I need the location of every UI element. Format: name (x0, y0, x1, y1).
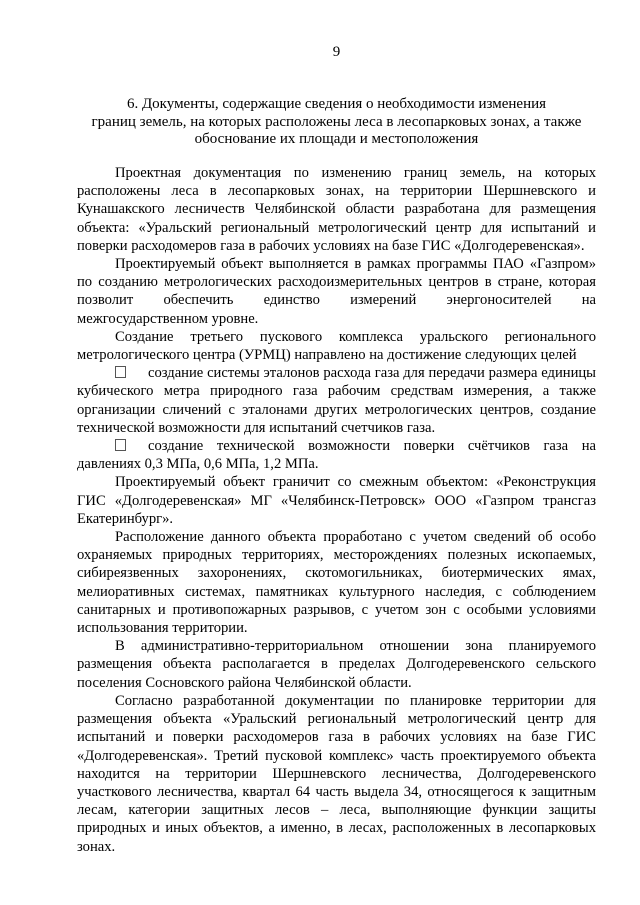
paragraph-gazprom-program: Проектируемый объект выполняется в рамках программы ПАО «Газпром» по созданию метрологических расходоизмерительных центров в стране, которая позволит обеспечить единство измерений энергоносителей на межгосударственном уровне. (77, 256, 596, 327)
section-heading-line-1: 6. Документы, содержащие сведения о необходимости изменения (126, 96, 547, 112)
paragraph-goals-intro: Создание третьего пускового комплекса уральского регионального метрологического центра (УРМЦ) направлено на достижение следующих целей (77, 328, 596, 364)
section-heading-line-3: обоснование их площади и местоположения (194, 131, 479, 147)
body-text (77, 164, 596, 856)
bullet-icon (115, 439, 126, 451)
bullet-item-standards (77, 364, 596, 437)
bullet-item-verification-text: создание технической возможности поверки счётчиков газа на давлениях 0,3 МПа, 0,6 МПа, 1,2 МПа. (77, 438, 596, 473)
paragraph-project-documentation: Проектная документация по изменению границ земель, на которых расположены леса в лесопарковых зонах, на территории Шершневского и Кунашакского лесничеств Челябинской области разработана для размещения объекта: «Уральский региональный метрологический центр для испытаний и поверки расходомеров газа в рабочих условиях на базе ГИС «Долгодеревенская». (77, 165, 596, 254)
paragraph-adjacent-object: Проектируемый объект граничит со смежным объектом: «Реконструкция ГИС «Долгодеревенская» МГ «Челябинск-Петровск» ООО «Газпром трансгаз Екатеринбург». (77, 474, 596, 527)
bullet-item-verification (77, 437, 596, 473)
page-number: 9 (332, 44, 341, 60)
paragraph-planning-documentation: Согласно разработанной документации по планировке территории для размещения объекта «Уральский региональный метрологический центр для испытаний и поверки расходомеров газа в рабочих условиях на базе ГИС «Долгодеревенская». Третий пусковой комплекс» часть проектируемого объекта находится на территории Шершневского лесничества, Долгодеревенского участкового лесничества, квартал 64 часть выдела 34, относящегося к защитным лесам, категории защитных лесов – леса, выполняющие функции защиты природных и иных объектов, а именно, в лесах, расположенных в лесопарковых зонах. (77, 692, 596, 855)
section-heading-line-2: границ земель, на которых расположены леса в лесопарковых зонах, а также (91, 113, 582, 130)
paragraph-location-considerations: Расположение данного объекта проработано с учетом сведений об особо охраняемых природных территориях, месторождениях полезных ископаемых, сибиреязвенных захоронениях, скотомогильниках, биотермических ямах, мелиоративных системах, памятниках культурного наследия, с соблюдением санитарных и противопожарных разрывов, с учетом зон с особыми условиями использования территории. (77, 529, 596, 637)
paragraph-administrative-location: В административно-территориальном отношении зона планируемого размещения объекта располагается в пределах Долгодеревенского сельского поселения Сосновского района Челябинской области. (77, 638, 596, 691)
bullet-item-standards-text: создание системы эталонов расхода газа для передачи размера единицы кубического метра природного газа рабочим средствам измерения, а также организации сличений с эталонами других метрологических центров, создание технической возможности для испытаний счетчиков газа. (77, 365, 596, 436)
bullet-icon (115, 366, 126, 378)
section-heading (77, 96, 596, 149)
